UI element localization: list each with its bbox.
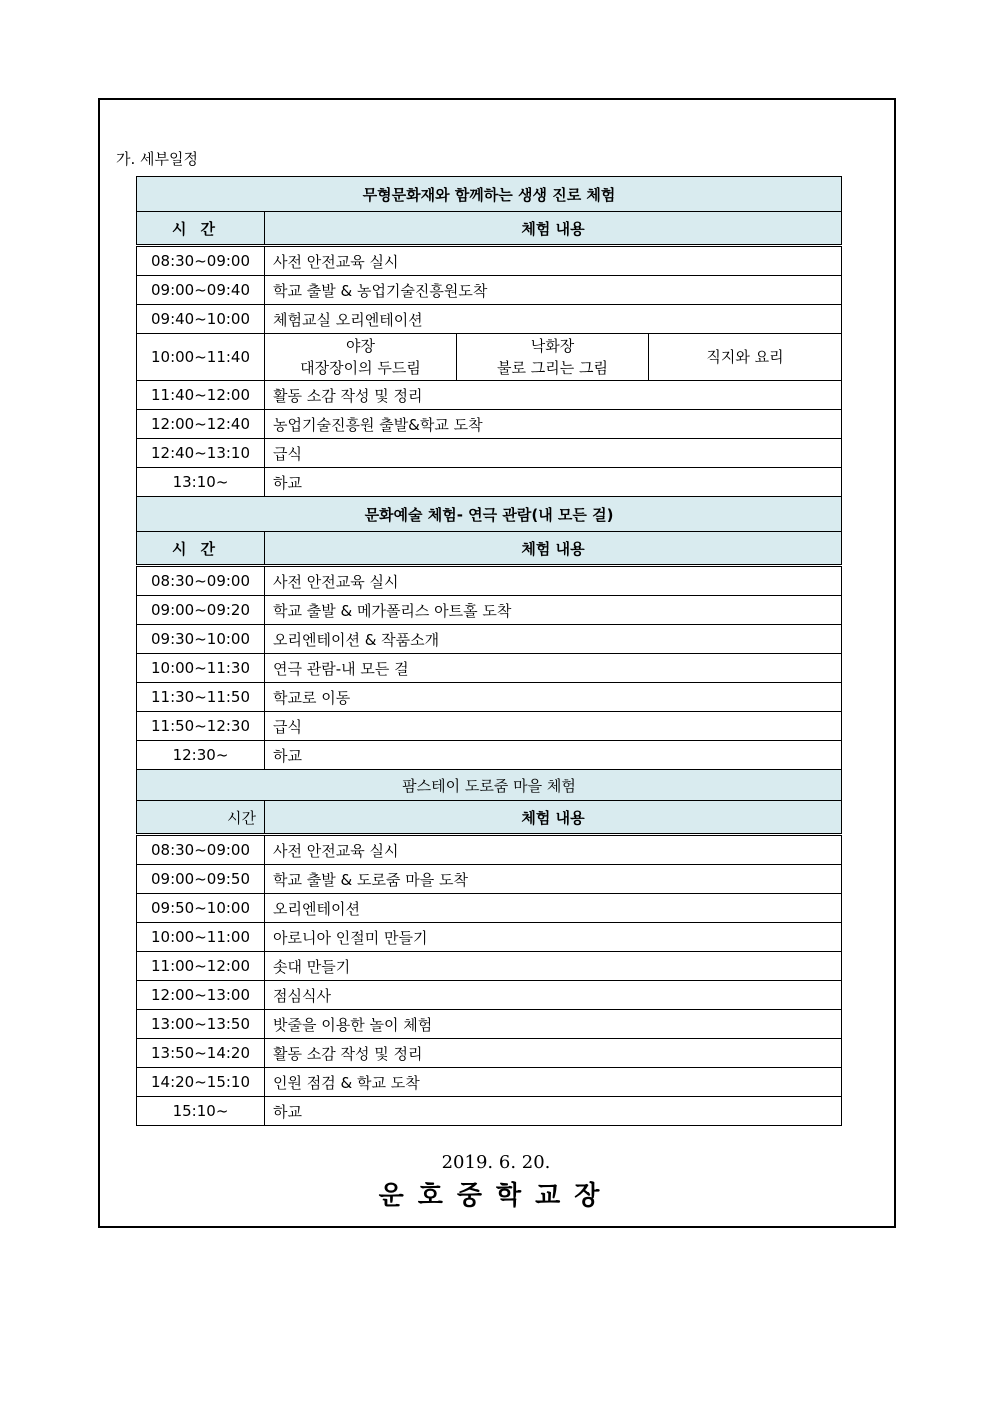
row-time: 09:40~10:00 [137, 305, 265, 334]
row-content: 사전 안전교육 실시 [265, 835, 842, 865]
row-time: 08:30~09:00 [137, 246, 265, 276]
section-label: 가. 세부일정 [116, 150, 198, 168]
footer-date: 2019. 6. 20. [441, 1152, 551, 1173]
row-time: 09:00~09:40 [137, 276, 265, 305]
program-title: 팜스테이 도로줌 마을 체험 [137, 770, 842, 801]
row-content: 연극 관람-내 모든 걸 [265, 654, 842, 683]
row-content: 사전 안전교육 실시 [265, 566, 842, 596]
row-time: 08:30~09:00 [137, 566, 265, 596]
program-title: 문화예술 체험- 연극 관람(내 모든 걸) [137, 497, 842, 532]
program-title: 무형문화재와 함께하는 생생 진로 체험 [137, 177, 842, 212]
activity-subtitle: 불로 그리는 그림 [497, 359, 608, 377]
row-time: 12:30~ [137, 741, 265, 770]
row-content: 학교 출발 & 도로줌 마을 도착 [265, 865, 842, 894]
activity-option-c: 직지와 요리 [649, 334, 842, 381]
row-content: 학교 출발 & 메가폴리스 아트홀 도착 [265, 596, 842, 625]
row-content: 사전 안전교육 실시 [265, 246, 842, 276]
schedule-row [137, 894, 842, 923]
row-time: 10:00~11:40 [137, 334, 265, 381]
row-content: 하교 [265, 1097, 842, 1126]
header-content: 체험 내용 [265, 212, 842, 246]
row-content: 급식 [265, 439, 842, 468]
activity-option-a [265, 334, 457, 381]
header-row [137, 801, 842, 835]
schedule-table [136, 176, 842, 1126]
header-row [137, 532, 842, 566]
schedule-row [137, 381, 842, 410]
row-content: 활동 소감 작성 및 정리 [265, 381, 842, 410]
schedule-row [137, 305, 842, 334]
schedule-row [137, 596, 842, 625]
row-content: 밧줄을 이용한 놀이 체험 [265, 1010, 842, 1039]
program-title-row [137, 770, 842, 801]
row-time: 09:30~10:00 [137, 625, 265, 654]
schedule-row [137, 625, 842, 654]
schedule-row [137, 1097, 842, 1126]
header-content: 체험 내용 [265, 801, 842, 835]
activity-name: 야장 [346, 337, 375, 355]
schedule-row [137, 835, 842, 865]
schedule-row [137, 1068, 842, 1097]
schedule-row [137, 246, 842, 276]
row-time: 10:00~11:00 [137, 923, 265, 952]
row-time: 13:10~ [137, 468, 265, 497]
schedule-row [137, 410, 842, 439]
row-content: 하교 [265, 741, 842, 770]
header-time: 시간 [137, 801, 265, 835]
row-time: 09:00~09:50 [137, 865, 265, 894]
row-content: 학교로 이동 [265, 683, 842, 712]
schedule-row [137, 865, 842, 894]
row-time: 11:00~12:00 [137, 952, 265, 981]
activity-option-b [457, 334, 649, 381]
activity-name: 낙화장 [530, 337, 575, 355]
row-time: 10:00~11:30 [137, 654, 265, 683]
schedule-row [137, 923, 842, 952]
row-content: 점심식사 [265, 981, 842, 1010]
row-content: 솟대 만들기 [265, 952, 842, 981]
schedule-row [137, 683, 842, 712]
row-time: 09:50~10:00 [137, 894, 265, 923]
footer-organization: 운호중학교장 [378, 1181, 614, 1211]
row-time: 13:00~13:50 [137, 1010, 265, 1039]
row-content: 오리엔테이션 [265, 894, 842, 923]
schedule-row [137, 952, 842, 981]
row-time: 08:30~09:00 [137, 835, 265, 865]
schedule-row [137, 276, 842, 305]
split-schedule-row [137, 334, 842, 381]
schedule-row [137, 1010, 842, 1039]
program-title-row [137, 177, 842, 212]
row-content: 체험교실 오리엔테이션 [265, 305, 842, 334]
schedule-row [137, 741, 842, 770]
schedule-row [137, 566, 842, 596]
row-time: 12:00~12:40 [137, 410, 265, 439]
row-content: 오리엔테이션 & 작품소개 [265, 625, 842, 654]
row-content: 학교 출발 & 농업기술진흥원도착 [265, 276, 842, 305]
row-content: 급식 [265, 712, 842, 741]
schedule-row [137, 1039, 842, 1068]
header-content: 체험 내용 [265, 532, 842, 566]
row-content: 인원 점검 & 학교 도착 [265, 1068, 842, 1097]
schedule-row [137, 712, 842, 741]
program-title-row [137, 497, 842, 532]
header-row [137, 212, 842, 246]
row-content: 하교 [265, 468, 842, 497]
row-time: 11:40~12:00 [137, 381, 265, 410]
activity-subtitle: 대장장이의 두드림 [300, 359, 421, 377]
schedule-row [137, 468, 842, 497]
schedule-row [137, 981, 842, 1010]
schedule-row [137, 439, 842, 468]
row-time: 12:00~13:00 [137, 981, 265, 1010]
schedule-row [137, 654, 842, 683]
row-time: 12:40~13:10 [137, 439, 265, 468]
row-time: 13:50~14:20 [137, 1039, 265, 1068]
row-content: 활동 소감 작성 및 정리 [265, 1039, 842, 1068]
row-content: 아로니아 인절미 만들기 [265, 923, 842, 952]
row-time: 15:10~ [137, 1097, 265, 1126]
row-time: 14:20~15:10 [137, 1068, 265, 1097]
row-content: 농업기술진흥원 출발&학교 도착 [265, 410, 842, 439]
header-time: 시간 [137, 532, 265, 566]
row-time: 11:30~11:50 [137, 683, 265, 712]
row-time: 09:00~09:20 [137, 596, 265, 625]
row-time: 11:50~12:30 [137, 712, 265, 741]
header-time: 시간 [137, 212, 265, 246]
